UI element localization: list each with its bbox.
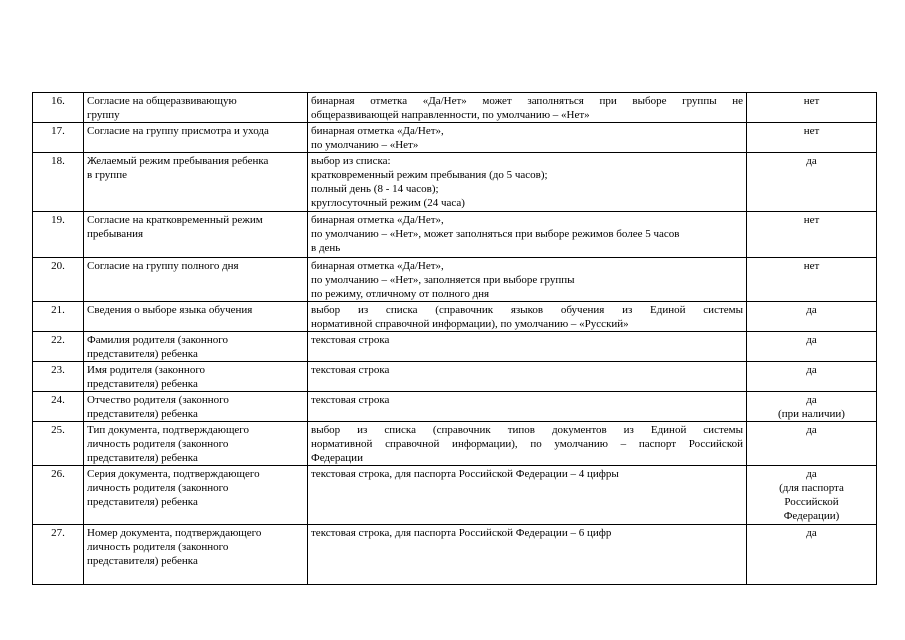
field-required	[747, 362, 877, 392]
field-description-line: по умолчанию – «Нет», заполняется при выборе группы	[311, 274, 575, 286]
field-required-line: нет	[803, 125, 820, 137]
field-name	[84, 153, 308, 212]
field-description-line: по режиму, отличному от полного дня	[311, 288, 490, 300]
table-row	[33, 422, 877, 466]
field-description-line: текстовая строка, для паспорта Российской Федерации – 4 цифры	[311, 468, 619, 480]
field-required-line: да	[806, 394, 817, 406]
field-name-line: личность родителя (законного	[87, 541, 229, 553]
field-description	[308, 153, 747, 212]
field-description	[308, 422, 747, 466]
field-required-line: да	[806, 424, 817, 436]
field-description	[308, 466, 747, 525]
field-required	[747, 258, 877, 302]
field-required-line: (для паспорта	[779, 482, 844, 494]
field-name	[84, 525, 308, 585]
field-name-line: пребывания	[87, 228, 144, 240]
field-description-line: полный день (8 - 14 часов);	[311, 183, 439, 195]
field-name-line: Согласие на кратковременный режим	[87, 214, 263, 226]
field-description	[308, 123, 747, 153]
field-description-line: по умолчанию – «Нет», может заполняться при выборе режимов более 5 часов	[311, 228, 680, 240]
field-name-line: представителя) ребенка	[87, 555, 198, 567]
field-name-line: в группе	[87, 169, 127, 181]
field-description	[308, 362, 747, 392]
field-required	[747, 302, 877, 332]
field-required-line: нет	[803, 260, 820, 272]
row-number: 18.	[33, 153, 84, 212]
field-name-line: представителя) ребенка	[87, 408, 198, 420]
field-description	[308, 332, 747, 362]
field-description-line: выбор из списка (справочник типов документов из Единой системы	[311, 424, 743, 436]
field-name-line: представителя) ребенка	[87, 496, 198, 508]
field-required-line: да	[806, 304, 817, 316]
table-row	[33, 93, 877, 123]
field-required-line: нет	[803, 214, 820, 226]
field-description-line: нормативной справочной информации), по умолчанию – «Русский»	[311, 318, 629, 330]
field-name-line: представителя) ребенка	[87, 452, 198, 464]
field-description-line: общеразвивающей направленности, по умолчанию – «Нет»	[311, 109, 590, 121]
table-row	[33, 123, 877, 153]
field-required-line: нет	[803, 95, 820, 107]
field-description-line: выбор из списка (справочник языков обучения из Единой системы	[311, 304, 743, 316]
field-required	[747, 123, 877, 153]
field-name-line: Серия документа, подтверждающего	[87, 468, 260, 480]
field-name-line: Согласие на группу полного дня	[87, 260, 239, 272]
field-name-line: Согласие на группу присмотра и ухода	[87, 125, 269, 137]
field-name-line: Сведения о выборе языка обучения	[87, 304, 253, 316]
field-description-line: бинарная отметка «Да/Нет» может заполняться при выборе группы не	[311, 95, 743, 107]
field-required	[747, 332, 877, 362]
field-required	[747, 525, 877, 585]
field-description-line: по умолчанию – «Нет»	[311, 139, 419, 151]
field-description-line: выбор из списка:	[311, 155, 391, 167]
field-description-line: бинарная отметка «Да/Нет»,	[311, 125, 444, 137]
table-row	[33, 466, 877, 525]
field-description	[308, 392, 747, 422]
field-required-line: да	[806, 468, 817, 480]
field-description	[308, 302, 747, 332]
field-required-line: да	[806, 155, 817, 167]
field-description-line: текстовая строка	[311, 394, 390, 406]
field-description-line: Федерации	[311, 452, 363, 464]
field-name	[84, 466, 308, 525]
field-name	[84, 123, 308, 153]
row-number: 19.	[33, 212, 84, 258]
field-name	[84, 258, 308, 302]
row-number: 21.	[33, 302, 84, 332]
field-description	[308, 93, 747, 123]
row-number: 26.	[33, 466, 84, 525]
field-name-line: личность родителя (законного	[87, 482, 229, 494]
row-number: 23.	[33, 362, 84, 392]
table-row	[33, 332, 877, 362]
requirements-table	[32, 92, 877, 585]
field-name	[84, 93, 308, 123]
field-description	[308, 258, 747, 302]
field-description-line: в день	[311, 242, 341, 254]
field-required	[747, 392, 877, 422]
field-required-line: (при наличии)	[778, 408, 845, 420]
field-name-line: Желаемый режим пребывания ребенка	[87, 155, 269, 167]
row-number: 22.	[33, 332, 84, 362]
field-name	[84, 332, 308, 362]
field-required-line: да	[806, 527, 817, 539]
field-name-line: Тип документа, подтверждающего	[87, 424, 250, 436]
field-name-line: личность родителя (законного	[87, 438, 229, 450]
row-number: 25.	[33, 422, 84, 466]
table-body	[33, 93, 877, 585]
table-row	[33, 212, 877, 258]
field-description-line: круглосуточный режим (24 часа)	[311, 197, 465, 209]
row-number: 27.	[33, 525, 84, 585]
table-row	[33, 392, 877, 422]
table-row	[33, 362, 877, 392]
field-required-line: да	[806, 364, 817, 376]
field-name	[84, 212, 308, 258]
row-number: 17.	[33, 123, 84, 153]
row-number: 16.	[33, 93, 84, 123]
table-row	[33, 302, 877, 332]
field-name	[84, 422, 308, 466]
field-description-line: текстовая строка	[311, 334, 390, 346]
row-number: 20.	[33, 258, 84, 302]
row-number: 24.	[33, 392, 84, 422]
field-name-line: Фамилия родителя (законного	[87, 334, 228, 346]
field-name-line: Имя родителя (законного	[87, 364, 206, 376]
field-required	[747, 93, 877, 123]
field-required	[747, 422, 877, 466]
table-row	[33, 258, 877, 302]
field-description-line: кратковременный режим пребывания (до 5 часов);	[311, 169, 548, 181]
field-required-line: Федерации)	[783, 510, 840, 522]
field-required	[747, 153, 877, 212]
field-name	[84, 302, 308, 332]
field-description	[308, 212, 747, 258]
table-row	[33, 525, 877, 585]
field-name	[84, 362, 308, 392]
field-name-line: представителя) ребенка	[87, 378, 198, 390]
field-required-line: да	[806, 334, 817, 346]
field-description-line: бинарная отметка «Да/Нет»,	[311, 214, 444, 226]
field-name-line: представителя) ребенка	[87, 348, 198, 360]
field-name	[84, 392, 308, 422]
field-description	[308, 525, 747, 585]
field-name-line: Согласие на общеразвивающую	[87, 95, 237, 107]
field-description-line: текстовая строка, для паспорта Российской Федерации – 6 цифр	[311, 527, 612, 539]
field-name-line: группу	[87, 109, 120, 121]
field-required-line: Российской	[784, 496, 839, 508]
field-description-line: бинарная отметка «Да/Нет»,	[311, 260, 444, 272]
table-row	[33, 153, 877, 212]
field-name-line: Номер документа, подтверждающего	[87, 527, 262, 539]
field-description-line: текстовая строка	[311, 364, 390, 376]
field-name-line: Отчество родителя (законного	[87, 394, 229, 406]
field-required	[747, 212, 877, 258]
field-required	[747, 466, 877, 525]
field-description-line: нормативной справочной информации), по умолчанию – паспорт Российской	[311, 438, 743, 450]
